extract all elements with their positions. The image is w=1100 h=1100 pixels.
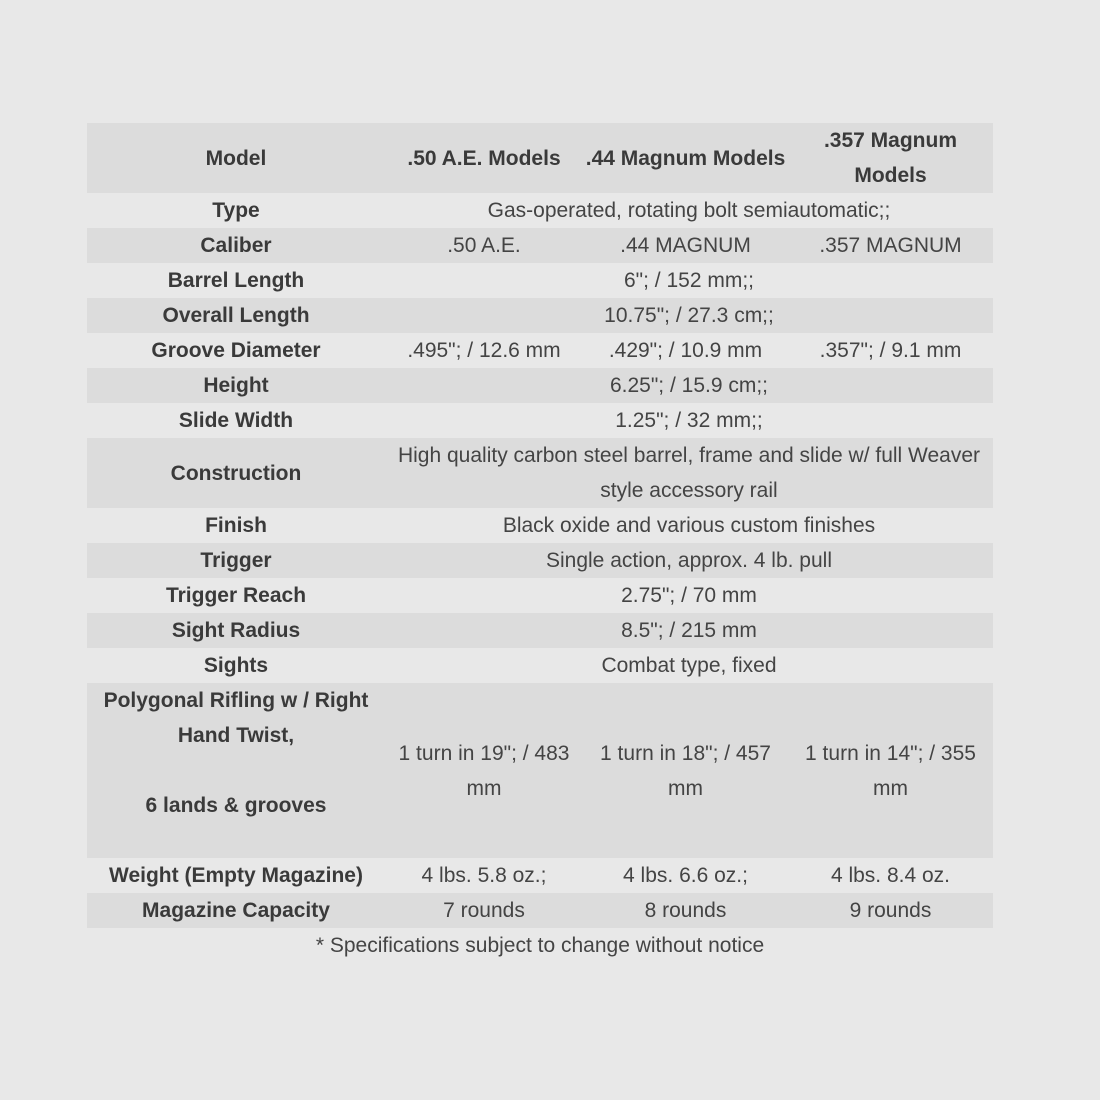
table-row-caliber: [87, 228, 993, 263]
table-row-weight: [87, 858, 993, 893]
groove-diameter-357-magnum: .357"; / 9.1 mm: [788, 333, 993, 368]
rifling-label-stack: [89, 683, 383, 858]
header-model-label: Model: [87, 123, 385, 193]
row-label-rifling-line2: 6 lands & grooves: [145, 794, 327, 817]
rifling-44-magnum: 1 turn in 18"; / 457 mm: [583, 683, 788, 858]
row-label-barrel-length: Barrel Length: [87, 263, 385, 298]
table-row-overall-length: [87, 298, 993, 333]
row-label-weight: Weight (Empty Magazine): [87, 858, 385, 893]
table-row-height: [87, 368, 993, 403]
rifling-50ae: 1 turn in 19"; / 483 mm: [385, 683, 583, 858]
table-row-groove-diameter: [87, 333, 993, 368]
row-label-overall-length: Overall Length: [87, 298, 385, 333]
table-row-sight-radius: [87, 613, 993, 648]
row-label-sight-radius: Sight Radius: [87, 613, 385, 648]
groove-diameter-44-magnum: .429"; / 10.9 mm: [583, 333, 788, 368]
table-row-magazine-capacity: [87, 893, 993, 928]
row-value-construction: High quality carbon steel barrel, frame and slide w/ full Weaver style accessory rail: [385, 438, 993, 508]
row-value-overall-length: 10.75"; / 27.3 cm;;: [385, 298, 993, 333]
row-value-sights: Combat type, fixed: [385, 648, 993, 683]
row-value-sight-radius: 8.5"; / 215 mm: [385, 613, 993, 648]
row-label-height: Height: [87, 368, 385, 403]
row-label-trigger: Trigger: [87, 543, 385, 578]
caliber-357-magnum: .357 MAGNUM: [788, 228, 993, 263]
row-label-magazine-capacity: Magazine Capacity: [87, 893, 385, 928]
table-row-rifling: [87, 683, 993, 858]
row-label-trigger-reach: Trigger Reach: [87, 578, 385, 613]
header-50ae-models: .50 A.E. Models: [385, 123, 583, 193]
row-value-finish: Black oxide and various custom finishes: [385, 508, 993, 543]
weight-357-magnum: 4 lbs. 8.4 oz.: [788, 858, 993, 893]
caliber-44-magnum: .44 MAGNUM: [583, 228, 788, 263]
table-row-finish: [87, 508, 993, 543]
specifications-footnote: * Specifications subject to change without notice: [315, 934, 765, 957]
row-label-type: Type: [87, 193, 385, 228]
table-row-barrel-length: [87, 263, 993, 298]
table-row-trigger: [87, 543, 993, 578]
table-row-construction: [87, 438, 993, 508]
magazine-capacity-44-magnum: 8 rounds: [583, 893, 788, 928]
row-label-rifling-cell: [87, 683, 385, 858]
specifications-table: [87, 123, 993, 928]
row-value-barrel-length: 6"; / 152 mm;;: [385, 263, 993, 298]
row-value-height: 6.25"; / 15.9 cm;;: [385, 368, 993, 403]
row-label-groove-diameter: Groove Diameter: [87, 333, 385, 368]
table-row-slide-width: [87, 403, 993, 438]
row-label-slide-width: Slide Width: [87, 403, 385, 438]
magazine-capacity-50ae: 7 rounds: [385, 893, 583, 928]
row-label-construction: Construction: [87, 438, 385, 508]
table-row-type: [87, 193, 993, 228]
magazine-capacity-357-magnum: 9 rounds: [788, 893, 993, 928]
row-value-trigger-reach: 2.75"; / 70 mm: [385, 578, 993, 613]
header-44-magnum-models: .44 Magnum Models: [583, 123, 788, 193]
row-value-type: Gas-operated, rotating bolt semiautomatic;;: [385, 193, 993, 228]
rifling-357-magnum: 1 turn in 14"; / 355 mm: [788, 683, 993, 858]
weight-44-magnum: 4 lbs. 6.6 oz.;: [583, 858, 788, 893]
row-label-rifling-line1: Polygonal Rifling w / Right Hand Twist,: [103, 689, 369, 747]
row-label-sights: Sights: [87, 648, 385, 683]
weight-50ae: 4 lbs. 5.8 oz.;: [385, 858, 583, 893]
table-row-sights: [87, 648, 993, 683]
table-header-row: [87, 123, 993, 193]
caliber-50ae: .50 A.E.: [385, 228, 583, 263]
row-label-caliber: Caliber: [87, 228, 385, 263]
row-value-slide-width: 1.25"; / 32 mm;;: [385, 403, 993, 438]
groove-diameter-50ae: .495"; / 12.6 mm: [385, 333, 583, 368]
row-label-finish: Finish: [87, 508, 385, 543]
header-357-magnum-models: .357 Magnum Models: [788, 123, 993, 193]
table-row-trigger-reach: [87, 578, 993, 613]
row-value-trigger: Single action, approx. 4 lb. pull: [385, 543, 993, 578]
